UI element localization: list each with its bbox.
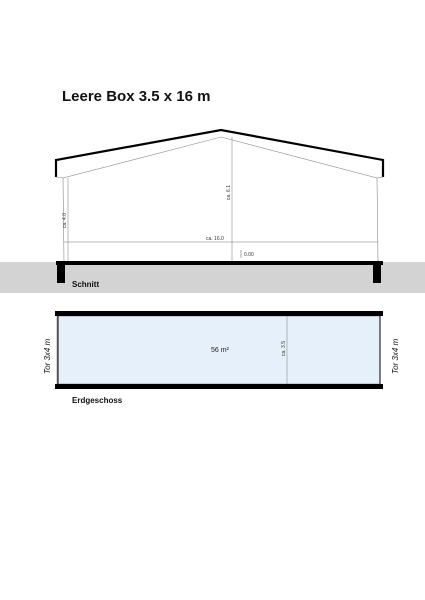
left-height-dim: ca. 4.0	[62, 212, 68, 228]
depth-dim: ca. 3.5	[281, 340, 287, 356]
area-label: 56 m²	[211, 347, 229, 354]
left-foundation	[57, 263, 65, 283]
gate-right-label: Tor 3x4 m	[391, 338, 400, 374]
floor-slab	[56, 261, 383, 265]
section-label: Schnitt	[72, 280, 100, 289]
plan-top-wall	[55, 311, 383, 316]
ridge-height-dim: ca. 6.1	[226, 184, 232, 200]
roof-outline	[56, 130, 383, 177]
drawing-title: Leere Box 3.5 x 16 m	[62, 88, 211, 105]
level-marker: 0.00	[244, 252, 254, 258]
inner-outline	[63, 137, 378, 262]
plan-bottom-wall	[55, 384, 383, 389]
plan-label: Erdgeschoss	[72, 396, 123, 405]
right-foundation	[373, 263, 381, 283]
gate-left-label: Tor 3x4 m	[43, 338, 52, 374]
width-dim: ca. 16.0	[206, 236, 224, 242]
